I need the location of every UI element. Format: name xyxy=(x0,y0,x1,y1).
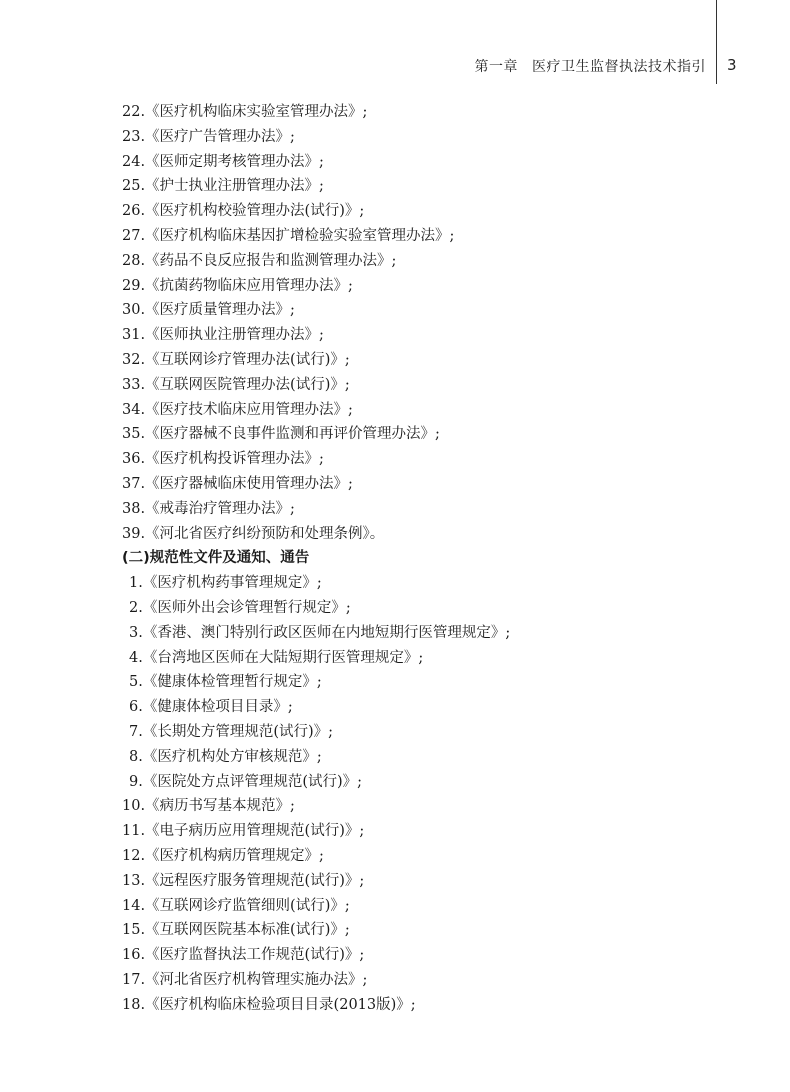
list-item: 36.《医疗机构投诉管理办法》; xyxy=(122,451,324,468)
list-item: 39.《河北省医疗纠纷预防和处理条例》。 xyxy=(122,525,385,542)
regulations-list xyxy=(122,100,712,546)
list-item: 2.《医师外出会诊管理暂行规定》; xyxy=(129,599,351,616)
list-item: 33.《互联网医院管理办法(试行)》; xyxy=(122,376,350,393)
header-text xyxy=(475,56,707,76)
list-item: 38.《戒毒治疗管理办法》; xyxy=(122,500,295,517)
list-item: 16.《医疗监督执法工作规范(试行)》; xyxy=(122,947,365,964)
list-item: 13.《远程医疗服务管理规范(试行)》; xyxy=(122,872,365,889)
list-item: 24.《医师定期考核管理办法》; xyxy=(122,153,324,170)
list-item: 15.《互联网医院基本标准(试行)》; xyxy=(122,922,350,939)
page-body xyxy=(122,100,712,1017)
list-item: 27.《医疗机构临床基因扩增检验实验室管理办法》; xyxy=(122,227,455,244)
list-item: 14.《互联网诊疗监管细则(试行)》; xyxy=(122,897,350,914)
list-item: 12.《医疗机构病历管理规定》; xyxy=(122,847,324,864)
list-item: 37.《医疗器械临床使用管理办法》; xyxy=(122,475,353,492)
list-item: 28.《药品不良反应报告和监测管理办法》; xyxy=(122,252,397,269)
page-number: 3 xyxy=(727,56,737,74)
list-item: 7.《长期处方管理规范(试行)》; xyxy=(129,723,334,740)
header-divider xyxy=(716,0,717,84)
list-item: 6.《健康体检项目目录》; xyxy=(129,699,293,716)
list-item: 22.《医疗机构临床实验室管理办法》; xyxy=(122,104,368,120)
list-item: 17.《河北省医疗机构管理实施办法》; xyxy=(122,971,368,988)
list-item: 5.《健康体检管理暂行规定》; xyxy=(129,674,322,691)
list-item: 9.《医院处方点评管理规范(试行)》; xyxy=(129,773,363,790)
list-item: 8.《医疗机构处方审核规范》; xyxy=(129,748,322,765)
list-item: 30.《医疗质量管理办法》; xyxy=(122,302,295,319)
chapter-title: 医疗卫生监督执法技术指引 xyxy=(532,59,706,75)
list-item: 3.《香港、澳门特别行政区医师在内地短期行医管理规定》; xyxy=(129,624,511,641)
list-item: 34.《医疗技术临床应用管理办法》; xyxy=(122,401,353,418)
list-item: 32.《互联网诊疗管理办法(试行)》; xyxy=(122,351,350,368)
section-heading: (二)规范性文件及通知、通告 xyxy=(122,550,310,567)
list-item: 10.《病历书写基本规范》; xyxy=(122,798,295,815)
normative-documents-list xyxy=(122,571,712,1017)
list-item: 26.《医疗机构校验管理办法(试行)》; xyxy=(122,203,365,220)
list-item: 31.《医师执业注册管理办法》; xyxy=(122,327,324,344)
list-item: 11.《电子病历应用管理规范(试行)》; xyxy=(122,823,365,840)
list-item: 4.《台湾地区医师在大陆短期行医管理规定》; xyxy=(129,649,424,666)
list-item: 23.《医疗广告管理办法》; xyxy=(122,128,295,145)
running-header xyxy=(0,50,790,80)
list-item: 18.《医疗机构临床检验项目目录(2013版)》; xyxy=(122,996,416,1013)
list-item: 25.《护士执业注册管理办法》; xyxy=(122,178,324,195)
list-item: 35.《医疗器械不良事件监测和再评价管理办法》; xyxy=(122,426,440,443)
list-item: 1.《医疗机构药事管理规定》; xyxy=(129,575,322,592)
list-item: 29.《抗菌药物临床应用管理办法》; xyxy=(122,277,353,294)
chapter-label: 第一章 xyxy=(474,59,518,75)
